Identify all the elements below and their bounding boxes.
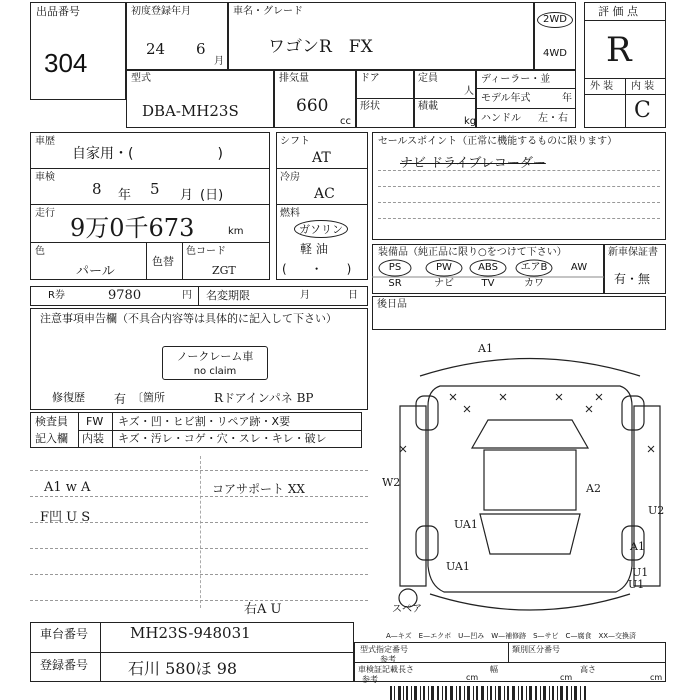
- noclaim-jp: ノークレーム車: [176, 350, 254, 363]
- wheel-rl: [416, 526, 438, 560]
- mark-x: [450, 394, 456, 400]
- specs-divider-2: [276, 204, 368, 205]
- shape-label: 形状: [360, 101, 380, 112]
- abs-circle: [470, 260, 506, 276]
- color-change-label: 色替: [152, 255, 174, 268]
- repair-label: 修復歴: [52, 391, 85, 404]
- designated-ref: 参考: [380, 655, 396, 664]
- remarks-left-1: A1 w A: [44, 480, 91, 495]
- diagram-mark-ua1-upper: UA1: [454, 518, 478, 531]
- inspection-year: 8: [92, 180, 102, 198]
- diagram-mark-a2: A2: [586, 482, 601, 495]
- reg-value: 石川 580ほ 98: [128, 659, 238, 678]
- car-name-value: ワゴンR FX: [268, 37, 373, 57]
- length-unit: cm: [466, 673, 479, 682]
- color-split-2: [182, 242, 183, 280]
- first-reg-label: 初度登録年月: [131, 6, 191, 17]
- width-label: 幅: [490, 665, 498, 674]
- car-rear-window: [480, 514, 580, 554]
- handle-label: ハンドル: [481, 113, 521, 124]
- remarks-right-1: コアサポート XX: [212, 482, 305, 496]
- footer-split: [508, 642, 509, 662]
- displacement-unit: cc: [340, 116, 351, 127]
- later-item-box: [372, 296, 666, 330]
- airbag-circle: [516, 260, 552, 276]
- mark-x: [500, 394, 506, 400]
- remarks-center-line: [200, 456, 201, 608]
- chassis-label: 車台番号: [40, 627, 89, 641]
- lot-number: 304: [44, 48, 88, 78]
- fuel-light: 軽 油: [300, 242, 328, 256]
- first-reg-year: 24: [146, 40, 166, 58]
- capacity-unit: 人: [464, 86, 474, 97]
- fuel-label: 燃料: [280, 208, 300, 219]
- deadline-day: 日: [348, 290, 358, 301]
- ps-circle: [379, 260, 411, 276]
- remarks-line-5: [30, 574, 368, 575]
- damage-legend: A—キズ E—エクボ U—凹み W—補修跡 S—サビ C—腐食 XX—交換済: [386, 632, 637, 640]
- recycle-box: [30, 286, 368, 306]
- spare-label: スペア: [392, 604, 422, 615]
- equipment-label: 装備品（純正品に限り○をつけて下さい）: [378, 247, 567, 258]
- fuel-paren: ( ・ ): [282, 262, 352, 276]
- displacement-label: 排気量: [279, 73, 309, 84]
- history-divider-1: [30, 168, 270, 169]
- inspector-interior-items: キズ・汚レ・コゲ・穴・スレ・キレ・破レ: [118, 432, 327, 445]
- later-item-label: 後日品: [377, 299, 407, 310]
- first-reg-month-unit: 月: [214, 56, 224, 67]
- mark-x: [400, 446, 406, 452]
- inspector-interior: 内装: [82, 432, 104, 445]
- diagram-mark-ua1-lower: UA1: [446, 560, 470, 573]
- diagram-mark-u2: U2: [648, 504, 665, 517]
- color-value: パール: [76, 264, 115, 279]
- remarks-left-2: F凹 U S: [40, 510, 91, 525]
- equipment-circles: [372, 244, 604, 294]
- model-value: DBA-MH23S: [142, 102, 239, 120]
- notice-label: 注意事項申告欄（不具合内容等は具体的に記入して下さい）: [40, 312, 337, 325]
- inspector-label-1: 検査員: [35, 415, 68, 428]
- chassis-value: MH23S-948031: [130, 624, 251, 642]
- wheel-fr: [622, 396, 644, 430]
- model-year-unit: 年: [562, 93, 572, 104]
- sales-line-2: [378, 186, 660, 187]
- displacement-value: 660: [296, 96, 329, 116]
- remarks-bottom-right: 右A U: [244, 602, 282, 617]
- diagram-mark-a1-right: A1: [630, 540, 645, 553]
- equip-leather: カワ: [524, 278, 544, 289]
- drive-4wd: 4WD: [543, 48, 567, 59]
- barcode: [390, 686, 590, 700]
- dealer-divider-2: [476, 108, 576, 109]
- sales-line-3: [378, 202, 660, 203]
- equip-navi: ナビ: [434, 278, 454, 289]
- first-reg-month: 6: [196, 40, 206, 58]
- mark-x: [596, 394, 602, 400]
- chassis-divider: [30, 652, 354, 653]
- lot-label: 出品番号: [36, 5, 80, 18]
- inspection-day: (日): [200, 188, 224, 203]
- diagram-mark-a1-top: A1: [478, 342, 493, 355]
- width-unit: cm: [560, 673, 573, 682]
- history-value: 自家用・( ): [72, 146, 223, 162]
- car-rear-outline: [430, 594, 630, 610]
- car-right-side: [634, 406, 660, 586]
- aircon-value: AC: [314, 186, 335, 202]
- length-label: 長さ: [398, 665, 414, 674]
- color-label: 色: [35, 246, 45, 257]
- recycle-yen: 円: [182, 290, 192, 301]
- inspection-label: 車検: [35, 172, 55, 183]
- mileage-unit: km: [228, 226, 244, 237]
- interior-label: 内 装: [631, 81, 655, 92]
- equip-aw: AW: [570, 262, 588, 273]
- sales-point-label: セールスポイント（正常に機能するものに限ります）: [378, 136, 618, 147]
- door-label: ドア: [360, 73, 380, 84]
- diagram-mark-u1-right: U1: [632, 566, 649, 579]
- category-label: 類別区分番号: [512, 645, 560, 654]
- inspection-month-unit: 月: [180, 188, 194, 203]
- load-unit: kg: [464, 116, 477, 127]
- drive-2wd: 2WD: [537, 12, 573, 28]
- mark-x: [556, 394, 562, 400]
- location-label: 〔箇所: [132, 391, 165, 404]
- remarks-line-6: [30, 600, 368, 601]
- aircon-label: 冷房: [280, 172, 300, 183]
- car-left-side: [400, 406, 426, 586]
- designated-label: 型式指定番号: [360, 645, 408, 654]
- dealer-label: ディーラー・並: [481, 74, 551, 85]
- remarks-line-2: [30, 496, 368, 497]
- height-label: 高さ: [580, 665, 596, 674]
- grade-divider-3: [584, 94, 666, 95]
- deadline-label: 名変期限: [206, 289, 250, 302]
- mark-x: [586, 406, 592, 412]
- equip-airbag: エアB: [520, 262, 548, 273]
- car-name-label: 車名・グレード: [233, 6, 303, 17]
- inspection-year-unit: 年: [118, 188, 132, 203]
- mark-x: [464, 406, 470, 412]
- inspector-fw: FW: [86, 415, 104, 428]
- remarks-line-4: [30, 548, 368, 549]
- capacity-divider: [414, 98, 476, 99]
- vehicle-ref: 参考: [362, 675, 378, 684]
- color-code-value: ZGT: [212, 264, 236, 277]
- deadline-month: 月: [300, 290, 310, 301]
- recycle-split: [198, 286, 199, 306]
- repair-value: 有: [114, 392, 127, 406]
- mileage-label: 走行: [35, 208, 55, 219]
- inspection-month: 5: [150, 180, 160, 198]
- grade-value: R: [606, 30, 632, 70]
- wheel-fl: [416, 396, 438, 430]
- history-label: 車歴: [35, 136, 55, 147]
- equip-tv: TV: [481, 278, 495, 289]
- shift-label: シフト: [280, 136, 310, 147]
- door-divider: [356, 98, 414, 99]
- model-year-label: モデル年式: [481, 93, 531, 104]
- sales-line-1: [378, 170, 660, 171]
- warranty-value: 有・無: [614, 272, 651, 286]
- warranty-label: 新車保証書: [608, 247, 658, 258]
- mark-x: [648, 446, 654, 452]
- dealer-divider: [476, 88, 576, 89]
- location-value: Rドアインパネ BP: [214, 391, 314, 405]
- car-windshield: [472, 420, 588, 448]
- grade-split: [625, 78, 626, 128]
- color-code-label: 色コード: [186, 246, 226, 257]
- color-split-1: [146, 242, 147, 280]
- recycle-label: R券: [48, 290, 65, 301]
- shift-value: AT: [312, 150, 331, 166]
- equip-pw: PW: [436, 262, 452, 273]
- history-divider-2: [30, 204, 270, 205]
- car-diagram: [380, 336, 680, 626]
- pw-circle: [426, 260, 462, 276]
- car-roof-outline: [420, 359, 640, 377]
- vehicle-label: 車検証記載: [358, 665, 398, 674]
- equip-abs: ABS: [478, 262, 498, 273]
- reg-label: 登録番号: [40, 658, 89, 672]
- inspector-split-2: [112, 412, 113, 448]
- height-unit: cm: [650, 673, 663, 682]
- recycle-value: 9780: [108, 288, 142, 303]
- handle-value: 左・右: [538, 113, 568, 124]
- model-label: 型式: [131, 73, 151, 84]
- mileage-value: 9万0千673: [70, 214, 195, 242]
- fuel-gas: ガソリン: [294, 220, 348, 238]
- remarks-line-1: [30, 470, 368, 471]
- diagram-mark-w2: W2: [382, 476, 401, 489]
- inspector-row-line: [78, 430, 362, 431]
- sales-point-value: ナビ ドライブレコーダー: [400, 156, 546, 171]
- sales-line-4: [378, 218, 660, 219]
- specs-divider-1: [276, 168, 368, 169]
- inspector-label-2: 記入欄: [35, 432, 68, 445]
- equip-ps: PS: [388, 262, 402, 273]
- diagram-mark-u1-bottom: U1: [628, 578, 645, 591]
- footer-divider: [354, 662, 666, 663]
- equip-sr: SR: [388, 278, 402, 289]
- grade-label: 評 価 点: [598, 5, 638, 18]
- interior-grade: C: [634, 98, 651, 123]
- history-divider-3: [30, 242, 270, 243]
- noclaim-en: no claim: [193, 366, 237, 377]
- inspector-fw-items: キズ・凹・ヒビ割・リペア跡・X要: [118, 415, 291, 428]
- car-roof: [484, 450, 576, 510]
- exterior-label: 外 装: [590, 81, 614, 92]
- grade-divider: [584, 20, 666, 21]
- load-label: 積載: [418, 101, 438, 112]
- capacity-label: 定員: [418, 73, 438, 84]
